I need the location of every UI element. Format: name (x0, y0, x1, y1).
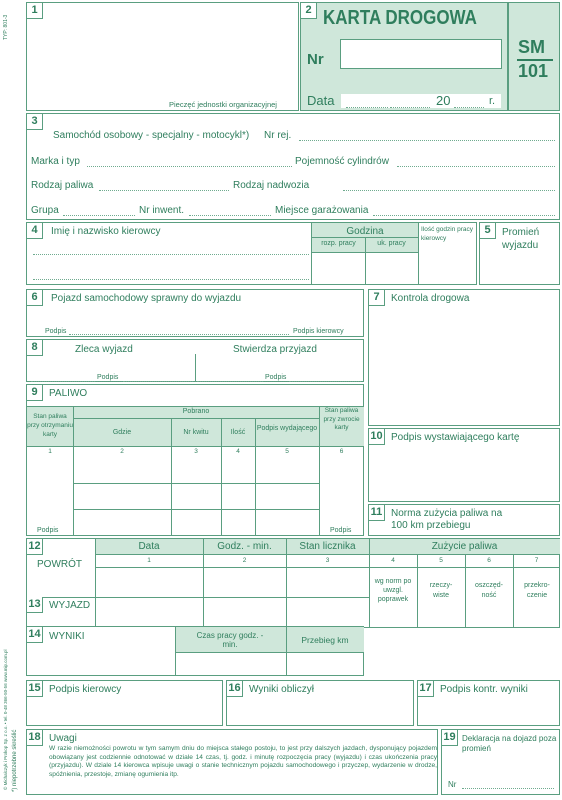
time-col-label: Godz. - min. (217, 541, 272, 552)
norm-usage-label: wg norm po uwzgl. poprawek (374, 578, 412, 603)
box-number: 15 (27, 681, 43, 697)
issuer-signature-label: Podpis wydającego (256, 425, 318, 432)
work-time-label: Czas pracy godz. - min. (196, 631, 264, 649)
box-7-road-control (368, 289, 560, 426)
inventory-field[interactable] (189, 215, 271, 216)
vehicle-ok-label: Pojazd samochodowy sprawny do wyjazdu (51, 293, 242, 304)
publisher-imprint: © Michalczyk i Prokop Sp. z o.o. • tel. 0-48 366-50-56 www.mip.com.pl (3, 649, 8, 790)
driver-signature-label: Podpis kierowcy (49, 684, 122, 695)
box-11-fuel-norm (368, 504, 560, 536)
inventory-label: Nr inwent. (139, 205, 185, 216)
box-number: 10 (369, 429, 385, 445)
fuel-type-field[interactable] (99, 190, 229, 191)
body-type-field[interactable] (343, 190, 555, 191)
vehicle-type-label: Samochód osobowy - specjalny - motocykl*) (53, 130, 250, 141)
declaration-nr-field[interactable] (462, 788, 554, 789)
hour-label: Godzina (346, 226, 384, 237)
col-number: 6 (487, 557, 491, 564)
box-1-stamp[interactable] (26, 2, 299, 111)
reg-number-field[interactable] (299, 140, 555, 141)
col-number: 1 (48, 448, 52, 455)
issuer-signature-label: Podpis wystawiającego kartę (391, 432, 520, 443)
start-work-label: rozp. pracy (321, 240, 356, 247)
road-control-label: Kontrola drogowa (391, 293, 470, 304)
box-number: 13 (27, 597, 43, 613)
received-label: Pobrano (182, 408, 210, 415)
receipt-number-label: Nr kwitu (183, 429, 209, 436)
box-number: 6 (27, 290, 43, 306)
col-number: 4 (236, 448, 240, 455)
box-number: 8 (27, 340, 43, 356)
signature-label-left: Podpis (97, 374, 119, 381)
box-number: 16 (227, 681, 243, 697)
col-number: 6 (339, 448, 344, 455)
box-number: 2 (301, 3, 317, 19)
box-18-remarks (26, 729, 438, 795)
signature-label: Podpis (45, 328, 67, 335)
col-number: 4 (391, 557, 395, 564)
fuel-section-label: PALIWO (49, 388, 88, 399)
year-suffix: r. (489, 95, 496, 107)
nr-label: Nr (307, 51, 324, 68)
col-number: 3 (325, 557, 330, 564)
stamp-caption: Pieczęć jednostki organizacyjnej (169, 100, 277, 109)
box-3-vehicle (26, 113, 560, 220)
col-number: 1 (147, 557, 151, 564)
radius-label: Promień wyjazdu (502, 227, 540, 251)
box-10-issuer-signature (368, 428, 560, 502)
results-label: WYNIKI (49, 631, 85, 642)
box-14-results (26, 626, 364, 676)
fuel-at-receipt-label: Stan paliwa przy otrzymaniu karty (27, 413, 73, 438)
box-number: 18 (27, 730, 43, 746)
fuel-usage-col-label: Zużycie paliwa (431, 541, 498, 552)
box-number: 7 (369, 290, 385, 306)
remarks-label: Uwagi (49, 733, 77, 744)
box-number: 3 (27, 114, 43, 130)
declaration-label: Deklaracja na dojazd poza promień (462, 734, 557, 753)
remarks-text: W razie niemożności powrotu w tym samym dniu do miejsca stałego postoju, to jest przy dalszych jazdach, dysponujący pojazdem obowiązany jest codziennie odnotować w dziale 14 czas, tj. godz. i minutę rozpoczęcia pracy (wyjazdu) i czas ukończenia pracy (przyjazdu). W dziale 14 kierowca wpisuje uwagi o stanie technicznym pojazdu samochodowego i przyczep, wydarzenie w drodze, spóźnienia, przestoje, zmianę ogumienia itp. (49, 745, 437, 778)
driver-name-field-1[interactable] (33, 254, 309, 255)
box-12-13-return-departure (26, 538, 560, 628)
col-number: 5 (439, 557, 443, 564)
actual-usage-label: rzeczy- wiste (429, 582, 453, 599)
box-17-checker-signature (417, 680, 560, 726)
work-hours-label: Ilość godzin pracy kierowcy (421, 226, 474, 242)
excess-label: przekro- czenie (524, 582, 550, 599)
fuel-norm-label: Norma zużycia paliwa na 100 km przebiegu (391, 508, 503, 531)
box-19-declaration (441, 729, 560, 795)
year-prefix: 20 (436, 93, 451, 108)
box-2-title (300, 2, 508, 111)
departure-label: WYJAZD (49, 600, 91, 611)
col-number: 2 (242, 557, 247, 564)
form-symbol (508, 2, 560, 111)
body-type-label: Rodzaj nadwozia (233, 180, 310, 191)
garage-label: Miejsce garażowania (275, 205, 369, 216)
checker-signature-label: Podpis kontr. wyniki (440, 684, 528, 695)
capacity-field[interactable] (397, 166, 555, 167)
mileage-label: Przebieg km (301, 635, 349, 645)
reg-number-label: Nr rej. (264, 130, 292, 141)
make-label: Marka i typ (31, 156, 80, 167)
form-code: TYP: 801-3 (3, 14, 9, 40)
end-work-label: uk. pracy (377, 240, 406, 247)
garage-field[interactable] (373, 215, 555, 216)
where-label: Gdzie (112, 429, 132, 436)
col-number: 3 (194, 448, 198, 455)
signature-label-right: Podpis (265, 374, 287, 381)
col-number: 2 (120, 448, 124, 455)
quantity-label: Ilość (230, 429, 246, 436)
date-field[interactable] (341, 94, 501, 108)
box-16-calculated-by (226, 680, 414, 726)
group-field[interactable] (63, 215, 135, 216)
box-number: 19 (442, 730, 458, 746)
group-label: Grupa (31, 205, 59, 216)
fuel-at-return-label: Stan paliwa przy zwrocie karty (323, 407, 360, 431)
declaration-nr-label: Nr (448, 780, 457, 789)
box-6-vehicle-ok (26, 289, 364, 337)
box-number: 14 (27, 627, 43, 643)
box-number: 4 (27, 223, 43, 239)
footnote: *) niepotrzebne skreślić (12, 729, 18, 792)
box-number: 9 (27, 385, 43, 401)
make-field[interactable] (87, 166, 292, 167)
fuel-type-label: Rodzaj paliwa (31, 180, 94, 191)
signature-label-right: Podpis (330, 527, 352, 534)
calculated-by-label: Wyniki obliczył (249, 684, 314, 695)
form-title: KARTA DROGOWA (323, 7, 477, 29)
savings-label: oszczęd- ność (474, 582, 503, 599)
box-4-driver (26, 222, 477, 285)
col-number: 7 (534, 557, 539, 564)
return-label: POWRÓT (37, 559, 82, 570)
confirms-arrival-label: Stwierdza przyjazd (233, 344, 317, 355)
nr-input[interactable] (340, 39, 502, 69)
box-5-radius (479, 222, 560, 285)
form-symbol-bottom: 101 (518, 61, 549, 81)
form-symbol-top: SM (518, 37, 545, 57)
box-number: 17 (418, 681, 434, 697)
box-number: 12 (27, 539, 43, 555)
box-9-fuel (26, 384, 364, 536)
box-15-driver-signature (26, 680, 223, 726)
box-number: 11 (369, 505, 385, 521)
driver-name-label: Imię i nazwisko kierowcy (51, 226, 161, 237)
date-col-label: Data (138, 541, 160, 552)
driver-name-field-2[interactable] (33, 279, 309, 280)
signature-field[interactable] (69, 334, 289, 335)
driver-signature-label: Podpis kierowcy (293, 328, 344, 335)
col-number: 5 (285, 448, 289, 455)
odometer-col-label: Stan licznika (299, 541, 356, 552)
capacity-label: Pojemność cylindrów (295, 156, 389, 167)
signature-label-left: Podpis (37, 527, 59, 534)
box-8-dispatch (26, 339, 364, 382)
box-number: 5 (480, 223, 496, 239)
box-number: 1 (27, 3, 43, 19)
orders-departure-label: Zleca wyjazd (75, 344, 133, 355)
data-label: Data (307, 93, 335, 108)
